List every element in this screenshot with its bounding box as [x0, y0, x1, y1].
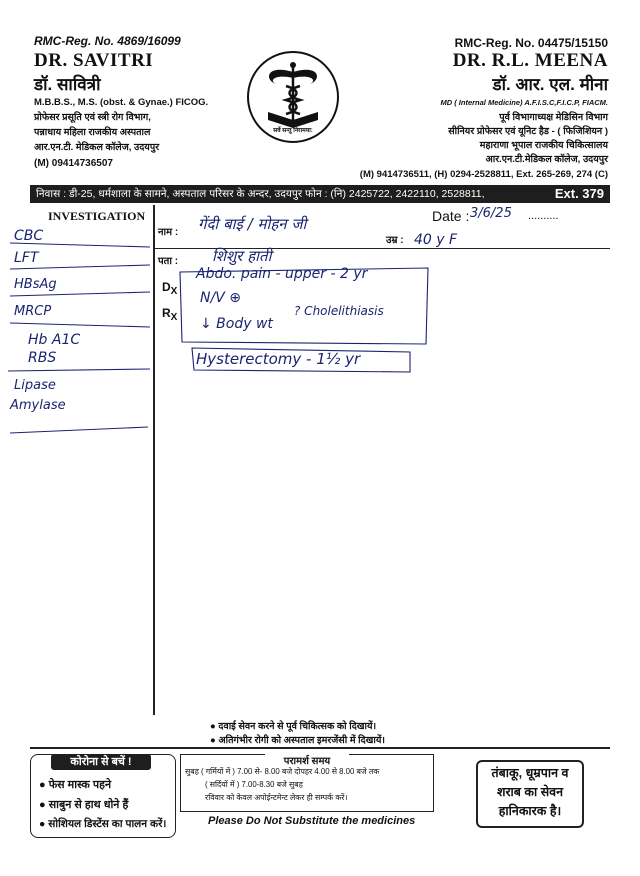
corona-item-text: साबुन से हाथ धोने हैं: [48, 799, 129, 811]
right-doctor-name-en: DR. R.L. MEENA: [452, 50, 608, 71]
footer-rule: [30, 747, 610, 749]
corona-item: ● साबुन से हाथ धोने हैं: [39, 799, 129, 811]
hw-investigation-item: LFT: [14, 250, 39, 266]
right-doctor-line4: आर.एन.टी.मेडिकल कॉलेज, उदयपुर: [485, 154, 608, 165]
name-label: नाम :: [158, 227, 179, 238]
hw-investigation-item: MRCP: [14, 304, 52, 319]
date-label: Date :: [432, 208, 470, 224]
address-ext: Ext. 379: [554, 186, 604, 201]
hw-patient-address: शिशुर हाती: [212, 247, 272, 265]
corona-item-text: सोशियल डिस्टेंस का पालन करें।: [48, 818, 167, 830]
logo-caption: सर्वे सन्तु निरामया:: [273, 128, 313, 134]
hw-investigation-item: RBS: [28, 350, 57, 366]
date-dots: ..........: [528, 210, 559, 222]
rx-letter: R: [162, 306, 171, 320]
right-doctor-line2: सीनियर प्रोफेसर एवं यूनिट हैड - ( फिजिशियन ): [448, 126, 608, 137]
hw-age: 40 y F: [414, 232, 458, 248]
right-doctor-line1: पूर्व विभागाध्यक्ष मेडिसिन विभाग: [499, 112, 608, 123]
corona-box: [30, 754, 176, 838]
hw-note: ↓ Body wt: [200, 316, 273, 332]
right-doctor-phones: (M) 9414736511, (H) 0294-2528811, Ext. 265-269, 274 (C): [359, 169, 608, 180]
age-label: उम्र :: [386, 235, 404, 246]
dx-subscript: X: [170, 286, 178, 297]
corona-item-text: फेस मास्क पहने: [48, 779, 112, 791]
address-text: निवास : डी-25, धर्मशाला के सामने, अस्पताल परिसर के अन्दर, उदयपुर फोन : (नि) 2425722, 2422110, 2528811,: [36, 188, 485, 200]
left-doctor-degrees: M.B.B.S., M.S. (obst. & Gynae.) FICOG.: [34, 97, 209, 108]
hw-note: Hysterectomy - 1½ yr: [196, 350, 361, 368]
corona-item: ● फेस मास्क पहने: [39, 779, 112, 791]
hw-note: N/V ⊕: [200, 290, 241, 306]
left-doctor-line3: आर.एन.टी. मेडिकल कॉलेज, उदयपुर: [34, 142, 160, 153]
hw-investigation-item: HBsAg: [14, 277, 57, 292]
right-doctor-degrees: MD ( Internal Medicine) A.F.I.S.C,F.I.C.P, FIACM.: [440, 98, 608, 107]
left-doctor-name-en: DR. SAVITRI: [34, 50, 154, 71]
hw-date: 3/6/25: [470, 206, 512, 221]
hw-investigation-item: Hb A1C: [28, 332, 81, 348]
left-reg-number: RMC-Reg. No. 4869/16099: [34, 34, 181, 48]
instruction-2: ● अतिगंभीर रोगी को अस्पताल इमरजेंसी में दिखायें।: [210, 735, 385, 746]
consult-line-3: रविवार को केवल अपोईन्टमेन्ट लेकर ही सम्पर्क करें।: [205, 793, 348, 802]
tobacco-warning: तंबाकू, धूम्रपान व शराब का सेवन हानिकारक है।: [476, 760, 584, 828]
hw-note: Abdo. pain - upper - 2 yr: [196, 266, 368, 282]
hw-investigation-item: CBC: [14, 228, 44, 244]
right-doctor-line3: महाराणा भूपाल राजकीय चिकित्सालय: [479, 140, 608, 151]
left-doctor-name-hi: डॉ. सावित्री: [34, 75, 101, 94]
dx-letter: D: [162, 280, 171, 294]
substitute-note: Please Do Not Substitute the medicines: [208, 815, 416, 827]
right-reg-number: RMC-Reg. No. 04475/15150: [454, 36, 608, 50]
hw-investigation-item: Lipase: [14, 378, 56, 393]
left-doctor-line2: पन्नाधाय महिला राजकीय अस्पताल: [34, 127, 151, 138]
left-doctor-mobile: (M) 09414736507: [34, 158, 113, 169]
hw-note: ? Cholelithiasis: [294, 304, 384, 318]
consult-line-1: सुबह ( गर्मियों में ) 7.00 से- 8.00 बजे दोपहर 4.00 से 8.00 बजे तक: [185, 767, 380, 776]
hw-investigation-item: Amylase: [10, 398, 66, 413]
rx-subscript: X: [170, 312, 178, 323]
consult-line-2: ( सर्दियों में ) 7.00-8.30 बजे सुबह: [205, 780, 303, 789]
instruction-1: ● दवाई सेवन करने से पूर्व चिकित्सक को दिखायें।: [210, 721, 377, 732]
consult-box: [180, 754, 434, 812]
consult-title: परामर्श समय: [265, 753, 349, 767]
corona-title: कोरोना से बचें !: [51, 754, 151, 770]
address-label: पता :: [158, 256, 179, 267]
hw-patient-name: गेंदी बाई / मोहन जी: [198, 215, 307, 233]
left-doctor-line1: प्रोफेसर प्रसूति एवं स्त्री रोग विभाग,: [34, 112, 151, 123]
investigation-heading: INVESTIGATION: [48, 209, 146, 223]
right-doctor-name-hi: डॉ. आर. एल. मीना: [492, 75, 608, 94]
corona-item: ● सोशियल डिस्टेंस का पालन करें।: [39, 818, 167, 830]
